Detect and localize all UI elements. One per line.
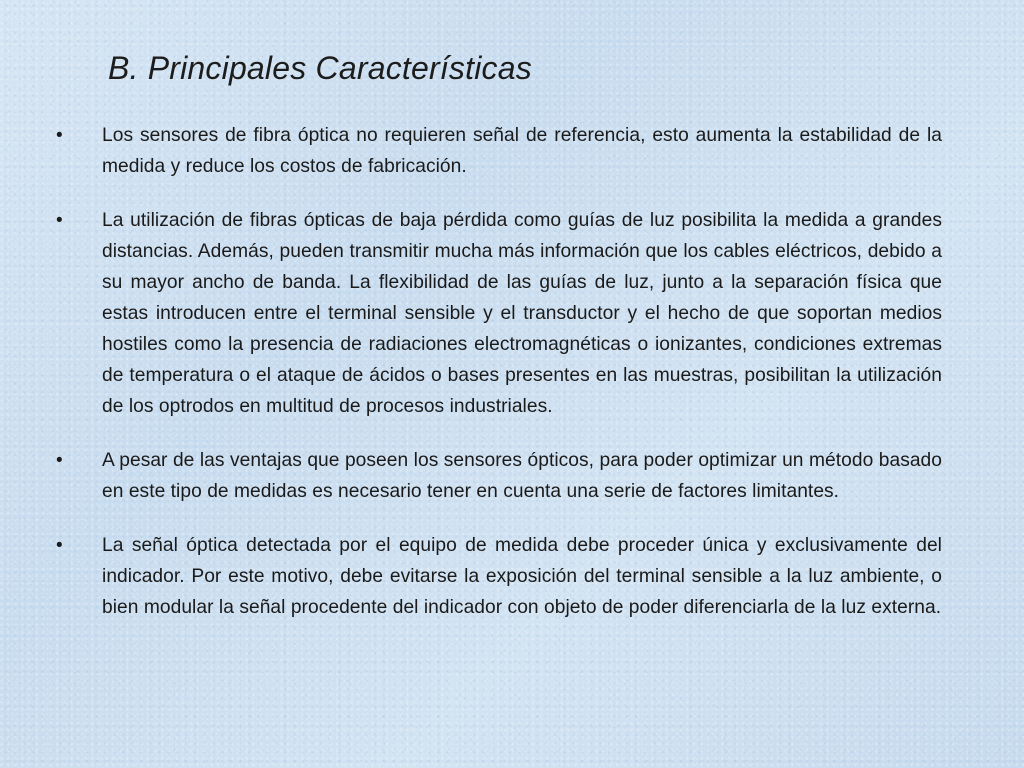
bullet-dot-icon: • — [56, 125, 63, 146]
bullet-dot-icon: • — [56, 535, 63, 556]
bullet-item — [56, 120, 942, 182]
bullet-text: A pesar de las ventajas que poseen los sensores ópticos, para poder optimizar un método basado en este tipo de medidas es necesario tener en cuenta una serie de factores limitantes. — [102, 450, 942, 502]
slide-title: B. Principales Características — [108, 50, 532, 86]
bullet-item — [56, 530, 942, 623]
bullet-dot-icon: • — [56, 450, 63, 471]
bullet-dot-icon: • — [56, 210, 63, 231]
bullet-item — [56, 445, 942, 507]
bullet-text: La señal óptica detectada por el equipo de medida debe proceder única y exclusivamente del indicador. Por este motivo, debe evitarse la exposición del terminal sensible a la luz ambiente, o bien modular la señal procedente del indicador con objeto de poder diferenciarla de la luz externa. — [102, 535, 942, 618]
bullet-list — [56, 120, 942, 646]
bullet-item — [56, 205, 942, 422]
bullet-text: Los sensores de fibra óptica no requieren señal de referencia, esto aumenta la estabilidad de la medida y reduce los costos de fabricación. — [102, 125, 942, 177]
bullet-text: La utilización de fibras ópticas de baja pérdida como guías de luz posibilita la medida a grandes distancias. Además, pueden transmitir mucha más información que los cables eléctricos, debido a su mayor ancho de banda. La flexibilidad de las guías de luz, junto a la separación física que estas introducen entre el terminal sensible y el transductor y el hecho de que soportan medios hostiles como la presencia de radiaciones electromagnéticas o ionizantes, condiciones extremas de temperatura o el ataque de ácidos o bases presentes en las muestras, posibilitan la utilización de los optrodos en multitud de procesos industriales. — [102, 210, 942, 417]
